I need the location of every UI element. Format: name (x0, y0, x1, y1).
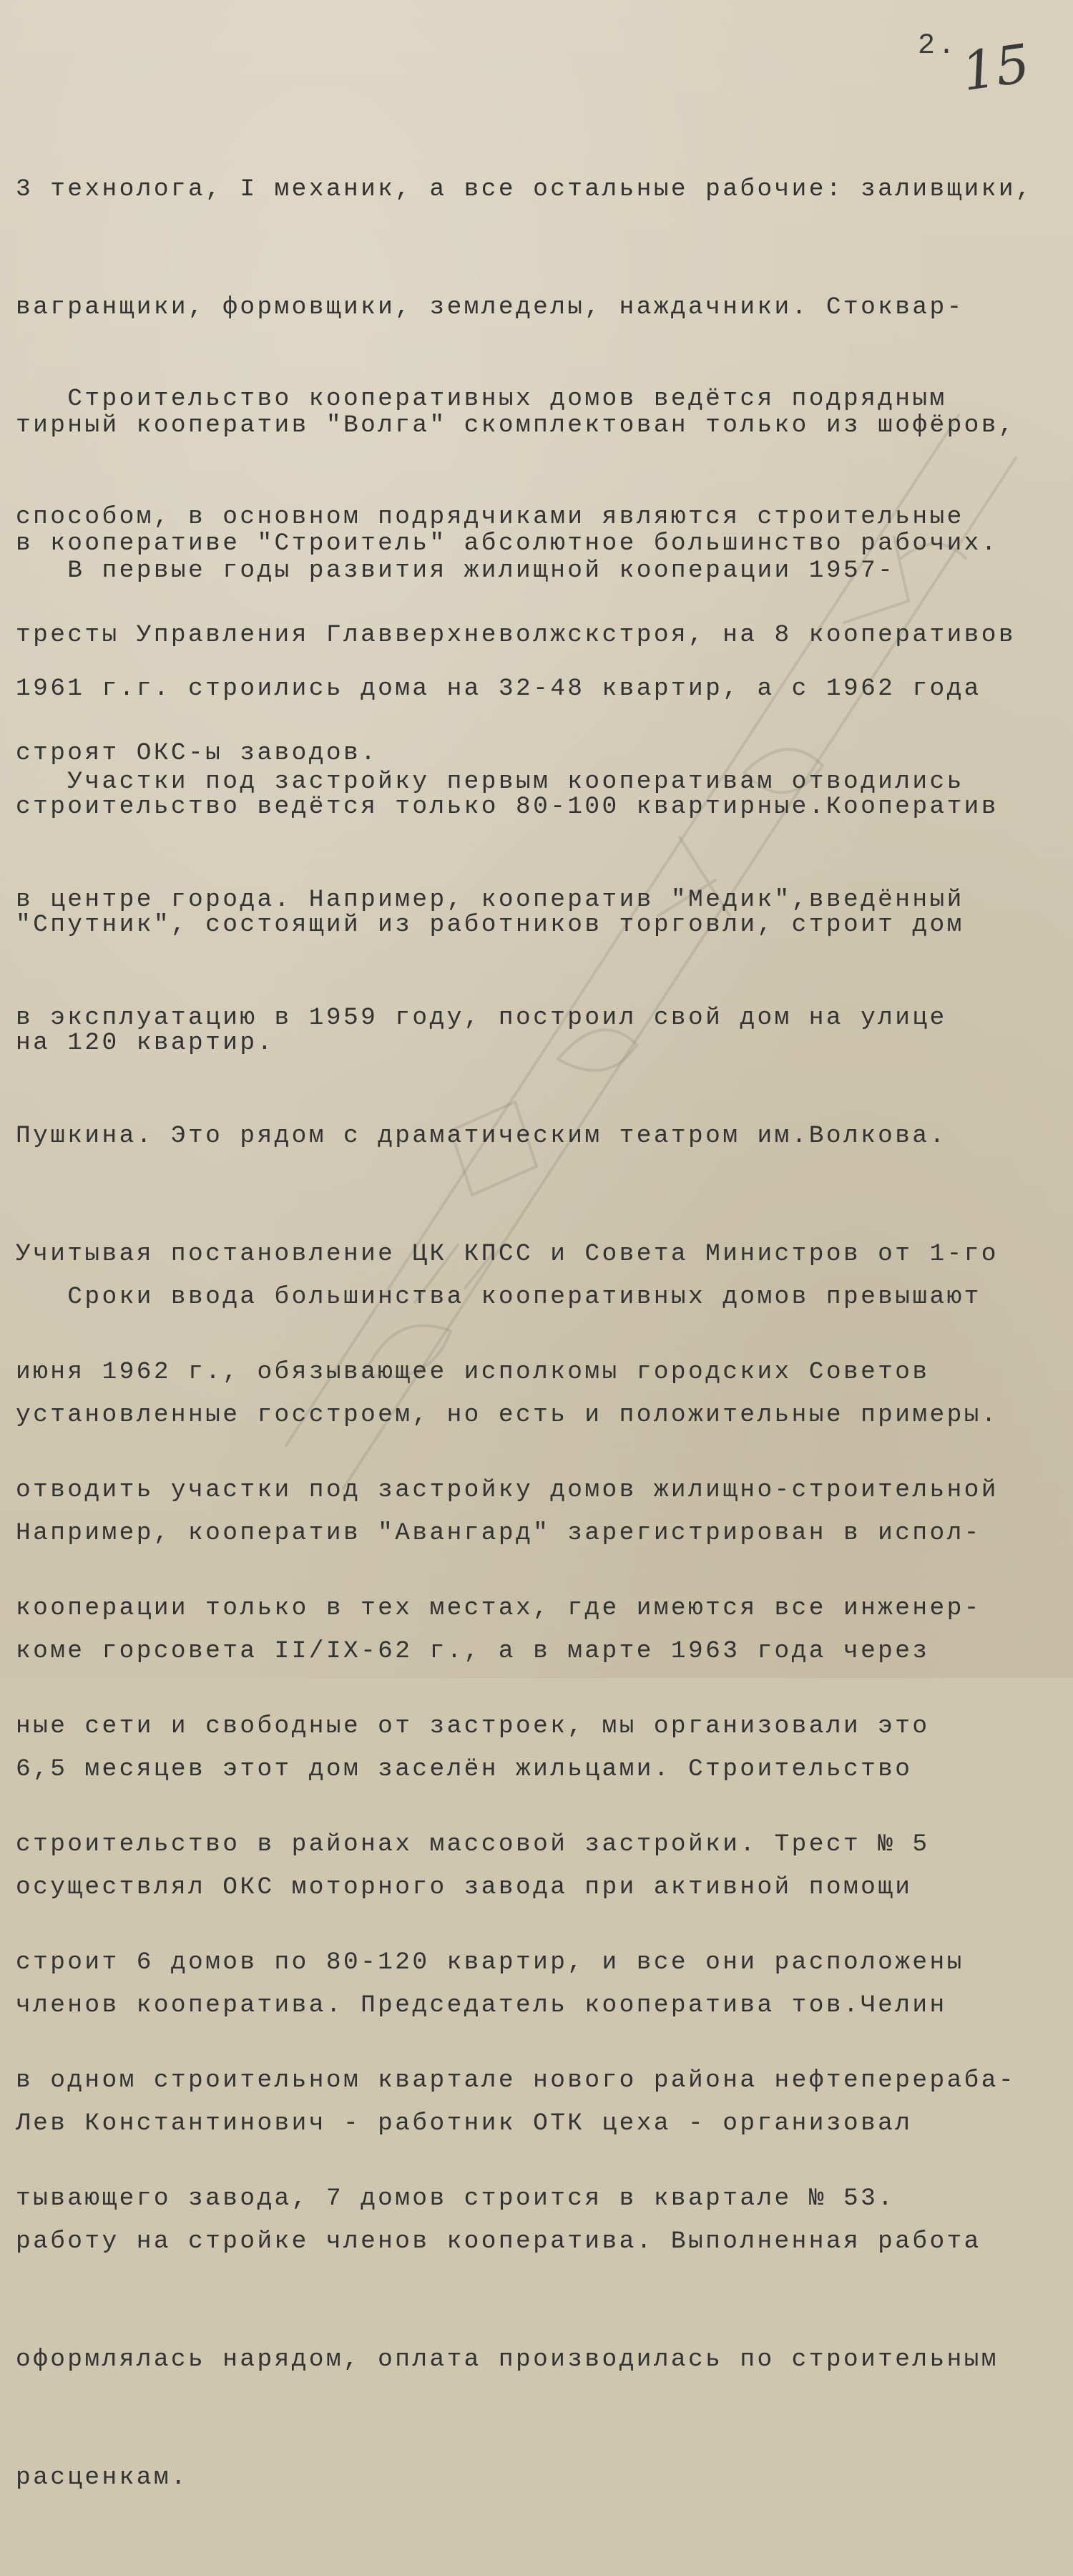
text-line: ные сети и свободные от застроек, мы организовали это (16, 1712, 930, 1740)
text-line: "Спутник", состоящий из работников торговли, строит дом (16, 911, 964, 939)
text-line: строительство ведётся только 80-100 квартирные.Кооператив (16, 793, 999, 821)
text-line: Пушкина. Это рядом с драматическим театром им.Волкова. (16, 1122, 947, 1150)
text-line: расценкам. (16, 2464, 189, 2492)
text-line: отводить участки под застройку домов жилищно-строительной (16, 1476, 999, 1504)
text-line: июня 1962 г., обязывающее исполкомы городских Советов (16, 1358, 930, 1386)
text-line: работу на стройке членов кооператива. Выполненная работа (16, 2228, 981, 2255)
text-line: строит 6 домов по 80-120 квартир, и все они расположены (16, 1948, 964, 1976)
text-line: на 120 квартир. (16, 1029, 275, 1057)
text-line: в кооперативе "Строитель" абсолютное большинство рабочих. (16, 530, 999, 557)
text-line: 1961 г.г. строились дома на 32-48 квартир, а с 1962 года (16, 675, 981, 703)
text-line: 6,5 месяцев этот дом заселён жильцами. Строительство (16, 1755, 913, 1783)
text-line: строят ОКС-ы заводов. (16, 739, 378, 767)
text-line: тывающего завода, 7 домов строится в квартале № 53. (16, 2185, 896, 2212)
page-number: 2. (918, 30, 959, 62)
text-line: коме горсовета II/IX-62 г., а в марте 1963 года через (16, 1637, 930, 1665)
text-line: способом, в основном подрядчиками являются строительные (16, 503, 964, 531)
text-line: в эксплуатацию в 1959 году, построил свой дом на улице (16, 1004, 947, 1032)
text-line: установленные госстроем, но есть и положительные примеры. (16, 1401, 999, 1429)
text-line: тирный кооператив "Волга" скомплектован только из шофёров, (16, 411, 1016, 439)
text-line: в одном строительном квартале нового района нефтеперераба- (16, 2067, 1016, 2094)
text-line: тресты Управления Главверхневолжскстроя, на 8 кооперативов (16, 621, 1016, 649)
text-line: Строительство кооперативных домов ведётся подрядным (16, 385, 947, 413)
text-line: оформлялась нарядом, оплата производилась по строительным (16, 2346, 999, 2373)
text-line: осуществлял ОКС моторного завода при активной помощи (16, 1873, 913, 1901)
text-line: вагранщики, формовщики, земледелы, наждачники. Стоквар- (16, 293, 964, 321)
text-line: 3 технолога, I механик, а все остальные рабочие: заливщики, (16, 175, 1034, 203)
text-line: Сроки ввода большинства кооперативных домов превышают (16, 1283, 981, 1311)
text-line: строительство в районах массовой застройки. Трест № 5 (16, 1830, 930, 1858)
text-line: В первые годы развития жилищной кооперации 1957- (16, 557, 896, 585)
handwritten-folio-number: 15 (958, 32, 1034, 104)
text-line: Например, кооператив "Авангард" зарегистрирован в испол- (16, 1519, 981, 1547)
text-line: Лев Константинович - работник ОТК цеха - организовал (16, 2109, 913, 2137)
text-line: Участки под застройку первым кооперативам отводились (16, 768, 964, 796)
text-line: кооперации только в тех местах, где имеются все инженер- (16, 1594, 981, 1622)
paragraph-5 (16, 1199, 999, 2576)
text-line: Учитывая постановление ЦК КПСС и Совета Министров от 1-го (16, 1240, 999, 1268)
text-line: в центре города. Например, кооператив "Медик",введённый (16, 886, 964, 914)
text-line: членов кооператива. Председатель кооператива тов.Челин (16, 1991, 947, 2019)
